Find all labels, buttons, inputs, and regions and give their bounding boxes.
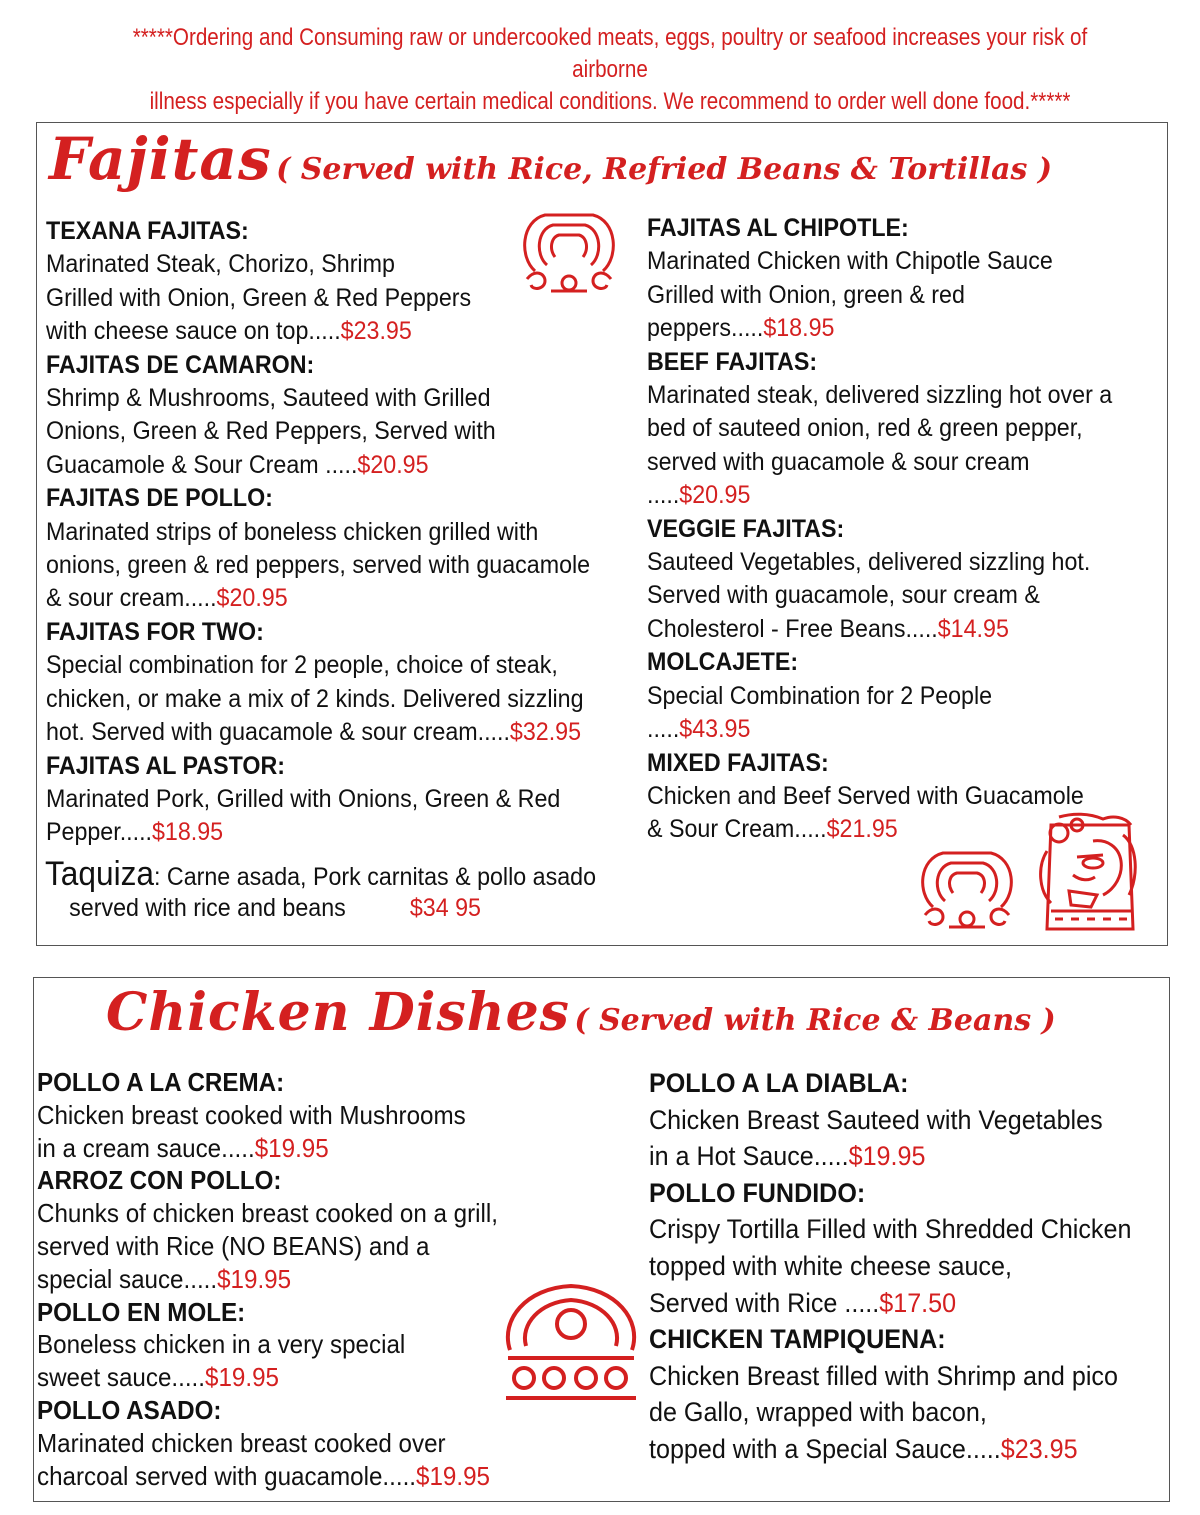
fajitas-menu-item	[46, 482, 590, 616]
menu-item-description: & Sour Cream.....	[647, 815, 827, 844]
menu-item-description: Guacamole & Sour Cream .....	[46, 450, 358, 479]
menu-item-price: $18.95	[763, 314, 835, 343]
menu-item-description: Shrimp & Mushrooms, Sauteed with Grilled	[46, 384, 491, 413]
fajitas-menu-item	[46, 616, 590, 750]
fajitas-section	[36, 122, 1168, 946]
menu-item-name: MIXED FAJITAS:	[647, 748, 829, 777]
chicken-menu-item	[37, 1394, 498, 1492]
menu-item-description: chicken, or make a mix of 2 kinds. Delivered sizzling	[46, 684, 584, 713]
menu-item-description: Served with Rice .....	[649, 1287, 880, 1318]
chicken-title: Chicken Dishes	[106, 982, 570, 1043]
menu-item-name: POLLO FUNDIDO:	[649, 1177, 866, 1208]
menu-item-name: VEGGIE FAJITAS:	[647, 514, 845, 543]
menu-item-description: sweet sauce.....	[37, 1362, 206, 1393]
fajitas-menu-item	[647, 346, 1112, 513]
menu-item-description: .....	[647, 481, 680, 510]
chicken-right-column	[649, 1065, 1131, 1468]
menu-item-name: POLLO A LA DIABLA:	[649, 1068, 909, 1098]
fajitas-menu-item	[647, 212, 1112, 346]
menu-item-description: Grilled with Onion, green & red	[647, 280, 965, 309]
menu-item-description: Marinated chicken breast cooked over	[37, 1427, 446, 1458]
menu-item-name: FAJITAS DE POLLO:	[46, 484, 273, 513]
fajitas-left-column	[46, 215, 590, 850]
menu-item-name: ARROZ CON POLLO:	[37, 1165, 282, 1196]
chicken-subtitle: ( Served with Rice & Beans )	[574, 1003, 1056, 1038]
menu-item-description: Special Combination for 2 People	[647, 681, 993, 710]
menu-item-name: MOLCAJETE:	[647, 648, 799, 677]
menu-item-description: Grilled with Onion, Green & Red Peppers	[46, 283, 472, 312]
menu-item-price: $19.95	[416, 1460, 490, 1491]
fajitas-subtitle: ( Served with Rice, Refried Beans & Tortillas )	[276, 152, 1053, 187]
fajitas-title: Fajitas	[49, 125, 272, 193]
menu-item-description: Marinated Steak, Chorizo, Shrimp	[46, 250, 395, 279]
menu-item-description: Special combination for 2 people, choice of steak,	[46, 651, 558, 680]
aztec-swirl-icon	[515, 207, 623, 299]
taquiza-price: $34 95	[409, 894, 481, 922]
menu-item-description: Chicken breast cooked with Mushrooms	[37, 1099, 466, 1130]
menu-item-description: Marinated steak, delivered sizzling hot over a	[647, 381, 1113, 410]
aztec-swirl-icon	[913, 845, 1021, 933]
menu-item-price: $20.95	[216, 584, 288, 613]
chicken-menu-item	[649, 1321, 1131, 1467]
aztec-warrior-head-icon	[1033, 811, 1147, 937]
menu-item-description: bed of sauteed onion, red & green pepper,	[647, 414, 1083, 443]
menu-item-description: de Gallo, wrapped with bacon,	[649, 1397, 987, 1428]
chicken-left-column	[37, 1066, 498, 1492]
menu-item-name: BEEF FAJITAS:	[647, 347, 818, 376]
menu-item-price: $19.95	[217, 1263, 292, 1294]
menu-item-description: topped with white cheese sauce,	[649, 1250, 1012, 1281]
chicken-header	[106, 982, 1056, 1043]
menu-item-description: Pepper.....	[46, 818, 152, 847]
menu-item-price: $23.95	[340, 317, 412, 346]
fajitas-menu-item	[46, 215, 590, 349]
menu-item-price: $23.95	[1000, 1433, 1078, 1464]
menu-item-name: POLLO ASADO:	[37, 1394, 222, 1425]
menu-item-description: Marinated strips of boneless chicken grilled with	[46, 517, 539, 546]
fajitas-menu-item	[46, 750, 590, 850]
menu-item-description: in a cream sauce.....	[37, 1132, 255, 1163]
health-notice	[120, 22, 1100, 118]
taquiza-item	[45, 855, 596, 923]
menu-item-price: $19.95	[205, 1362, 279, 1393]
menu-item-description: .....	[647, 715, 680, 744]
menu-item-price: $20.95	[679, 481, 751, 510]
menu-item-description: Chicken Breast Sauteed with Vegetables	[649, 1104, 1103, 1135]
taquiza-description: : Carne asada, Pork carnitas & pollo asado	[153, 863, 597, 891]
menu-item-description: hot. Served with guacamole & sour cream.....	[46, 718, 510, 747]
menu-item-description: Served with guacamole, sour cream &	[647, 581, 1040, 610]
menu-item-description: special sauce.....	[37, 1263, 218, 1294]
menu-item-name: POLLO A LA CREMA:	[37, 1067, 285, 1097]
taquiza-line-2: served with rice and beans	[69, 894, 346, 922]
menu-item-name: TEXANA FAJITAS:	[46, 217, 249, 245]
menu-item-description: topped with a Special Sauce.....	[649, 1433, 1001, 1464]
fajitas-menu-item	[647, 513, 1112, 647]
menu-item-price: $17.50	[879, 1287, 957, 1318]
menu-item-description: onions, green & red peppers, served with guacamole	[46, 551, 591, 580]
menu-item-description: in a Hot Sauce.....	[649, 1141, 849, 1172]
menu-item-price: $43.95	[679, 715, 751, 744]
menu-item-price: $20.95	[357, 450, 429, 479]
menu-item-price: $32.95	[509, 718, 582, 747]
menu-item-name: FAJITAS AL PASTOR:	[46, 751, 285, 780]
chicken-menu-item	[37, 1296, 498, 1394]
menu-item-description: charcoal served with guacamole.....	[37, 1460, 417, 1491]
chicken-menu-item	[649, 1175, 1131, 1321]
menu-item-name: FAJITAS FOR TWO:	[46, 617, 264, 646]
menu-item-description: Marinated Pork, Grilled with Onions, Green & Red	[46, 784, 561, 813]
fajitas-header	[49, 125, 1052, 193]
chicken-menu-item	[649, 1065, 1131, 1175]
menu-item-description: Onions, Green & Red Peppers, Served with	[46, 417, 496, 446]
aztec-swirl-icon	[496, 1280, 646, 1408]
menu-item-description: Chicken Breast filled with Shrimp and pico	[649, 1360, 1118, 1391]
fajitas-menu-item	[647, 646, 1112, 746]
menu-item-name: FAJITAS DE CAMARON:	[46, 350, 315, 379]
menu-item-description: & sour cream.....	[46, 584, 217, 613]
menu-item-name: FAJITAS AL CHIPOTLE:	[647, 214, 909, 242]
menu-item-description: Crispy Tortilla Filled with Shredded Chicken	[649, 1214, 1132, 1245]
menu-item-name: CHICKEN TAMPIQUENA:	[649, 1324, 946, 1355]
menu-item-description: peppers.....	[647, 314, 764, 343]
menu-item-description: Sauteed Vegetables, delivered sizzling hot.	[647, 548, 1091, 577]
chicken-menu-item	[37, 1164, 498, 1295]
menu-item-description: Cholesterol - Free Beans.....	[647, 614, 938, 643]
menu-item-description: served with guacamole & sour cream	[647, 447, 1030, 476]
fajitas-right-column	[647, 212, 1112, 847]
menu-item-price: $21.95	[826, 815, 898, 844]
menu-item-description: served with Rice (NO BEANS) and a	[37, 1230, 430, 1261]
menu-item-description: with cheese sauce on top.....	[46, 317, 341, 346]
menu-item-price: $18.95	[151, 818, 224, 847]
menu-item-price: $19.95	[848, 1141, 926, 1172]
menu-item-description: Marinated Chicken with Chipotle Sauce	[647, 247, 1053, 276]
health-notice-line-2: illness especially if you have certain medical conditions. We recommend to order well done food.*****	[149, 88, 1071, 115]
menu-item-description: Boneless chicken in a very special	[37, 1329, 406, 1360]
menu-item-name: POLLO EN MOLE:	[37, 1296, 246, 1327]
chicken-dishes-section	[33, 977, 1170, 1502]
menu-item-description: Chunks of chicken breast cooked on a grill,	[37, 1198, 499, 1229]
chicken-menu-item	[37, 1066, 498, 1164]
menu-item-price: $19.95	[254, 1132, 329, 1163]
menu-item-description: Chicken and Beef Served with Guacamole	[647, 781, 1084, 810]
fajitas-menu-item	[46, 349, 590, 483]
menu-item-price: $14.95	[937, 614, 1009, 643]
taquiza-label: Taquiza	[45, 855, 154, 893]
health-notice-line-1: *****Ordering and Consuming raw or undercooked meats, eggs, poultry or seafood increases your risk of airborne	[132, 24, 1088, 83]
